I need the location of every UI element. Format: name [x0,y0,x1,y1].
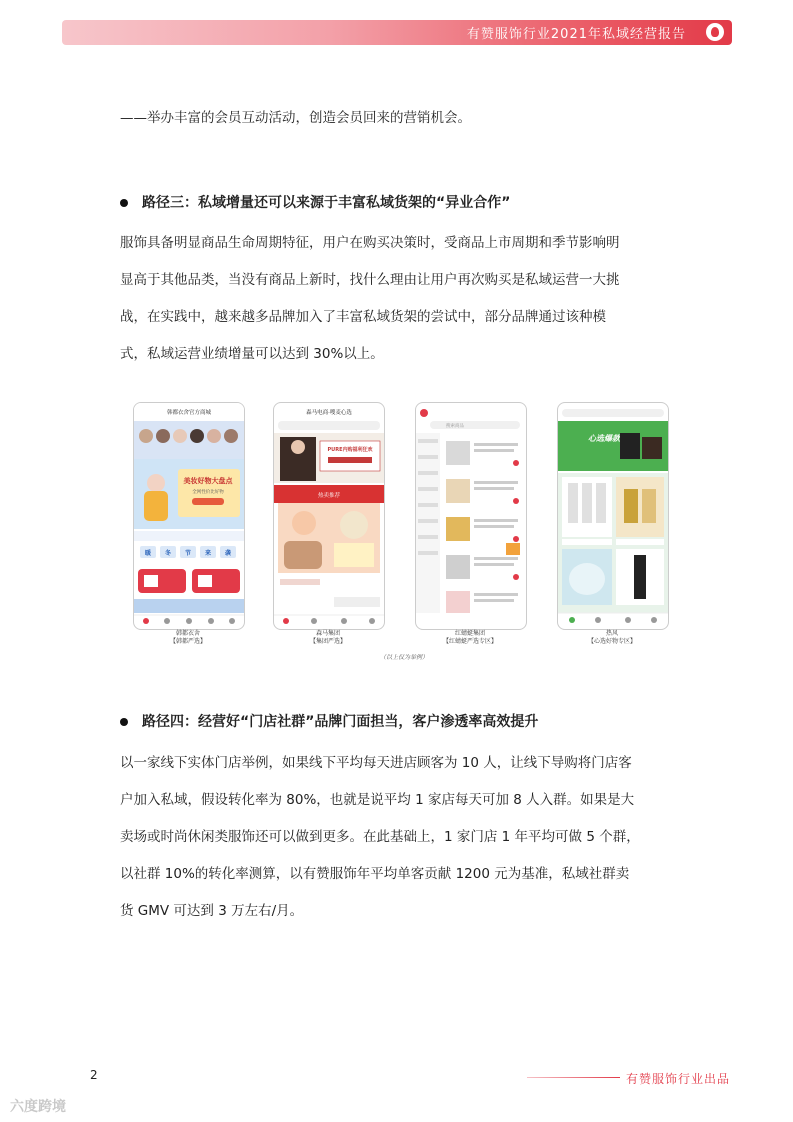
phone-screen-art [274,403,384,629]
section4-line: 户加入私域，假设转化率为 80%，也就是说平均 1 家店每天可加 8 人入群。如果是大 [120,792,635,808]
tag-text: 冬 [164,550,172,557]
phone-screenshot-redragonfly [415,402,527,630]
watermark: 六度跨境 [10,1099,66,1115]
section3-paragraph [120,225,680,373]
caption-handu: 韩都衣舍 【韩都严选】 [169,630,206,645]
banner-sub: 全网性价比好物 [192,490,224,495]
caption-redragonfly: 红蜻蜓集团 【红蜻蜓严选专区】 [442,630,497,645]
header-bar [62,20,732,45]
page-number: 2 [90,1068,98,1082]
section4-line: 货 GMV 可达到 3 万左右/月。 [120,903,304,919]
footer-divider [527,1077,620,1078]
brand-logo-icon [706,23,724,41]
section4-line: 以社群 10%的转化率测算，以有赞服饰年平均单客贡献 1200 元为基准，私域社群卖 [120,866,630,882]
phone-screenshot-semir [273,402,385,630]
tag-text: 袭 [224,550,232,557]
section4-line: 卖场或时尚休闲类服饰还可以做到更多。在此基础上，1 家门店 1 年平均可做 5 个群， [120,829,640,845]
tag-text: 暖 [144,550,152,557]
banner-text: 美妆好物大盘点 [183,477,233,485]
section3-heading: 路径三：私域增量还可以来源于丰富私域货架的“异业合作” [120,192,510,212]
section3-line: 显高于其他品类，当没有商品上新时，找什么理由让用户再次购买是私域运营一大挑 [120,272,620,288]
screen-title: 韩都衣舍官方商城 [166,410,212,416]
tag-text: 节 [184,550,192,557]
screen-title: 搜索商品 [446,424,464,429]
phone-screenshot-hotwind [557,402,669,630]
section3-line: 式，私域运营业绩增量可以达到 30%以上。 [120,346,384,362]
phone-screenshot-handu [133,402,245,630]
phone-screen-art [134,403,244,629]
caption-semir: 森马集团 【集团严选】 [309,630,346,645]
screenshots-note: （以上仅为举例） [380,654,429,661]
footer-brand: 有赞服饰行业出品 [626,1072,731,1086]
phone-screen-art [558,403,668,629]
caption-hotwind: 热风 【心选好物专区】 [587,630,636,645]
intro-line: ——举办丰富的会员互动活动，创造会员回来的营销机会。 [120,110,471,126]
section4-paragraph [120,745,680,930]
store-screenshots [133,402,673,652]
section3-line: 战，在实践中，越来越多品牌加入了丰富私域货架的尝试中，部分品牌通过该种模 [120,309,606,325]
bullet-icon [120,199,128,207]
section3-line: 服饰具备明显商品生命周期特征，用户在购买决策时，受商品上市周期和季节影响明 [120,235,620,251]
screen-title: 森马电商·嗖麦心选 [306,410,352,416]
screen-title: 心选爆款 [588,434,620,443]
section4-heading: 路径四：经营好“门店社群”品牌门面担当，客户渗透率高效提升 [120,711,538,731]
tag-text: 来 [204,550,212,557]
bullet-icon [120,718,128,726]
phone-screen-art [416,403,526,629]
banner-sub: 热卖推荐 [317,493,341,499]
banner-text: PURE内购福利狂欢 [327,447,373,453]
section4-line: 以一家线下实体门店举例，如果线下平均每天进店顾客为 10 人，让线下导购将门店客 [120,755,632,771]
header-title: 有赞服饰行业2021年私域经营报告 [466,27,686,42]
